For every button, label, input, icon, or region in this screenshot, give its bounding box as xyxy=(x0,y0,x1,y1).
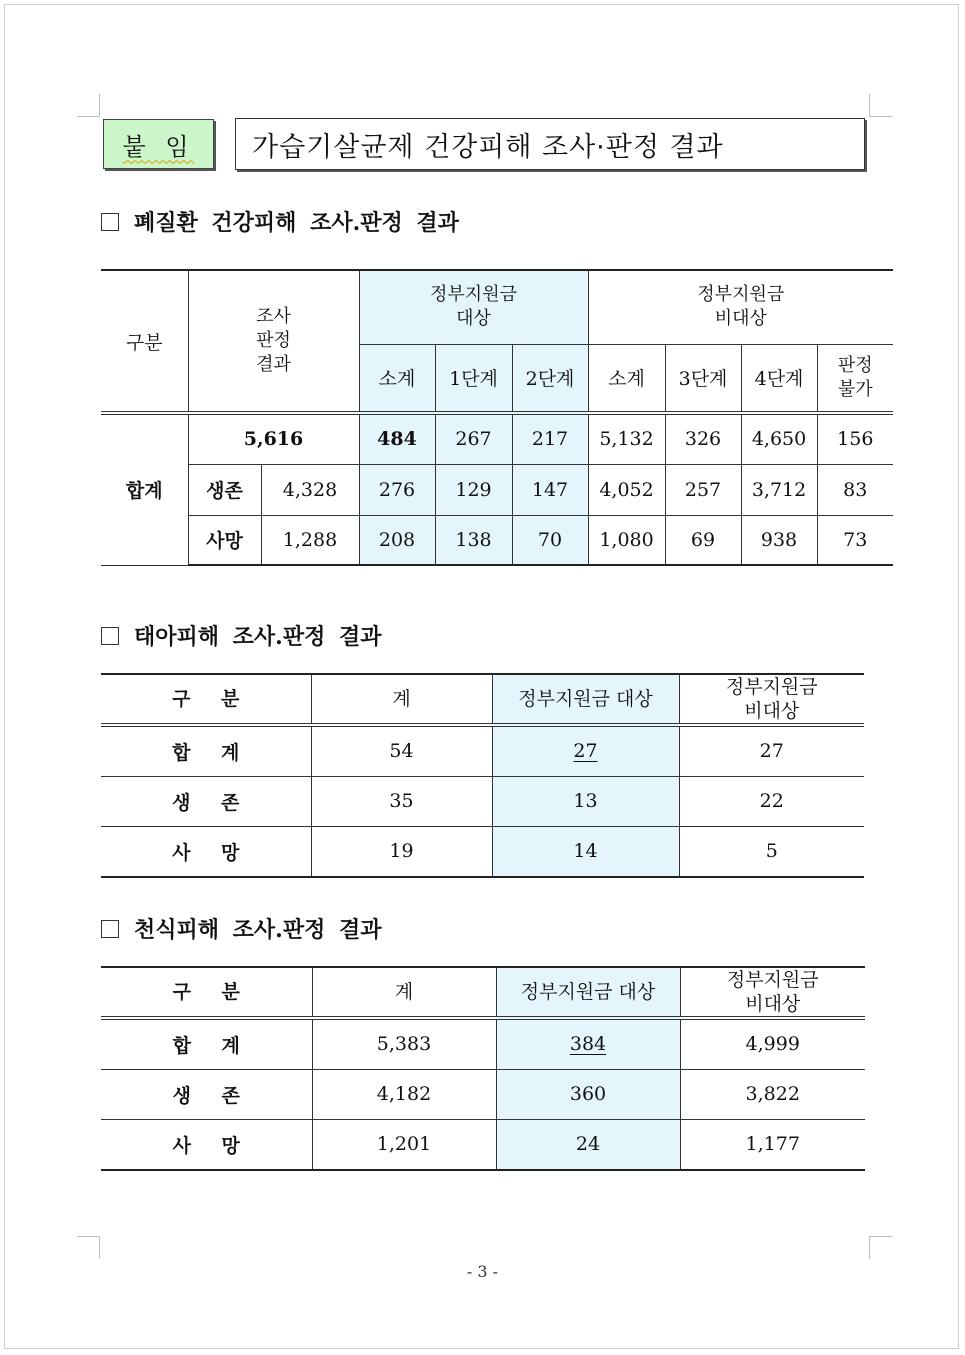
section-heading-asthma xyxy=(101,913,382,944)
cell-nonsupport: 1,177 xyxy=(680,1119,865,1170)
table-row xyxy=(101,1069,865,1119)
cell-stage2: 70 xyxy=(512,515,588,565)
row-label: 사 망 xyxy=(101,826,311,877)
cell-nonsupport-subtotal: 1,080 xyxy=(588,515,665,565)
page-number: - 3 - xyxy=(466,1262,499,1281)
cell-stage3: 257 xyxy=(665,464,741,515)
cell-stage3: 69 xyxy=(665,515,741,565)
crop-mark-bottom-right xyxy=(869,1236,892,1259)
table-row xyxy=(101,1018,865,1069)
row-label: 생 존 xyxy=(101,1069,312,1119)
header-nonsupport-subtotal: 소계 xyxy=(588,344,665,413)
header-stage2: 2단계 xyxy=(512,344,588,413)
header-result: 조사 판정 결과 xyxy=(188,270,359,413)
cell-nonsupport: 22 xyxy=(679,776,864,826)
table-row xyxy=(101,776,864,826)
cell-total: 54 xyxy=(311,725,492,776)
table-row xyxy=(101,515,893,565)
table-row xyxy=(101,413,893,464)
table-row xyxy=(101,826,864,877)
cell-stage4: 938 xyxy=(741,515,817,565)
row-label: 사망 xyxy=(188,515,261,565)
document-title: 가습기살균제 건강피해 조사·판정 결과 xyxy=(235,118,865,170)
section-heading-fetal-text: 태아피해 조사.판정 결과 xyxy=(134,624,382,650)
cell-undetermined: 156 xyxy=(817,413,893,464)
cell-nonsupport-subtotal: 5,132 xyxy=(588,413,665,464)
cell-support: 13 xyxy=(492,776,679,826)
cell-nonsupport: 4,999 xyxy=(680,1018,865,1069)
cell-total: 5,383 xyxy=(312,1018,496,1069)
row-label: 사 망 xyxy=(101,1119,312,1170)
cell-result: 4,328 xyxy=(261,464,359,515)
table-row xyxy=(101,725,864,776)
header-category: 구분 xyxy=(101,270,188,413)
total-label: 합계 xyxy=(101,413,188,565)
cell-total: 1,201 xyxy=(312,1119,496,1170)
header-stage1: 1단계 xyxy=(435,344,512,413)
checkbox-square-icon xyxy=(101,920,119,938)
cell-nonsupport-subtotal: 4,052 xyxy=(588,464,665,515)
section-heading-asthma-text: 천식피해 조사.판정 결과 xyxy=(134,917,382,943)
header-nonsupport: 정부지원금 비대상 xyxy=(680,967,865,1018)
cell-support-value: 384 xyxy=(569,1033,607,1056)
cell-stage1: 129 xyxy=(435,464,512,515)
row-label: 생존 xyxy=(188,464,261,515)
cell-support xyxy=(492,725,679,776)
row-label: 생 존 xyxy=(101,776,311,826)
cell-support: 360 xyxy=(496,1069,680,1119)
header-support: 정부지원금 대상 xyxy=(496,967,680,1018)
cell-nonsupport: 3,822 xyxy=(680,1069,865,1119)
header-nonsupport xyxy=(588,270,893,344)
cell-total: 4,182 xyxy=(312,1069,496,1119)
cell-support xyxy=(496,1018,680,1069)
header-support: 정부지원금 대상 xyxy=(492,674,679,725)
cell-support-value: 27 xyxy=(573,740,598,763)
section-heading-lung xyxy=(101,206,459,237)
table-row xyxy=(101,464,893,515)
cell-result: 1,288 xyxy=(261,515,359,565)
attachment-badge-label: 붙 임 xyxy=(122,132,195,161)
cell-support: 24 xyxy=(496,1119,680,1170)
checkbox-square-icon xyxy=(101,213,119,231)
cell-result: 5,616 xyxy=(188,413,359,464)
header-category: 구 분 xyxy=(101,967,312,1018)
cell-stage2: 217 xyxy=(512,413,588,464)
crop-mark-top-left xyxy=(77,94,100,117)
cell-stage4: 3,712 xyxy=(741,464,817,515)
crop-mark-top-right xyxy=(869,94,892,117)
cell-support-subtotal: 276 xyxy=(359,464,435,515)
row-label: 합 계 xyxy=(101,1018,312,1069)
table-row xyxy=(101,1119,865,1170)
header-total: 계 xyxy=(312,967,496,1018)
section-heading-fetal xyxy=(101,620,382,651)
header-support: 정부지원금 대상 xyxy=(359,270,588,344)
cell-support: 14 xyxy=(492,826,679,877)
header-undetermined: 판정 불가 xyxy=(817,344,893,413)
header-nonsupport-text: 정부지원금 비대상 xyxy=(697,284,785,330)
cell-total: 19 xyxy=(311,826,492,877)
header-nonsupport: 정부지원금 비대상 xyxy=(679,674,864,725)
asthma-damage-table xyxy=(101,966,865,1171)
cell-support-subtotal: 208 xyxy=(359,515,435,565)
cell-stage3: 326 xyxy=(665,413,741,464)
attachment-badge xyxy=(103,119,214,169)
checkbox-square-icon xyxy=(101,627,119,645)
cell-stage2: 147 xyxy=(512,464,588,515)
cell-undetermined: 73 xyxy=(817,515,893,565)
crop-mark-bottom-left xyxy=(77,1236,100,1259)
header-total: 계 xyxy=(311,674,492,725)
cell-nonsupport: 27 xyxy=(679,725,864,776)
cell-undetermined: 83 xyxy=(817,464,893,515)
cell-total: 35 xyxy=(311,776,492,826)
cell-stage4: 4,650 xyxy=(741,413,817,464)
lung-disease-table xyxy=(101,269,893,566)
cell-support-subtotal: 484 xyxy=(359,413,435,464)
header-category: 구 분 xyxy=(101,674,311,725)
section-heading-lung-text: 폐질환 건강피해 조사.판정 결과 xyxy=(134,210,459,236)
header-stage3: 3단계 xyxy=(665,344,741,413)
cell-stage1: 267 xyxy=(435,413,512,464)
fetal-damage-table xyxy=(101,673,864,878)
cell-stage1: 138 xyxy=(435,515,512,565)
header-support-subtotal: 소계 xyxy=(359,344,435,413)
header-stage4: 4단계 xyxy=(741,344,817,413)
cell-nonsupport: 5 xyxy=(679,826,864,877)
row-label: 합 계 xyxy=(101,725,311,776)
